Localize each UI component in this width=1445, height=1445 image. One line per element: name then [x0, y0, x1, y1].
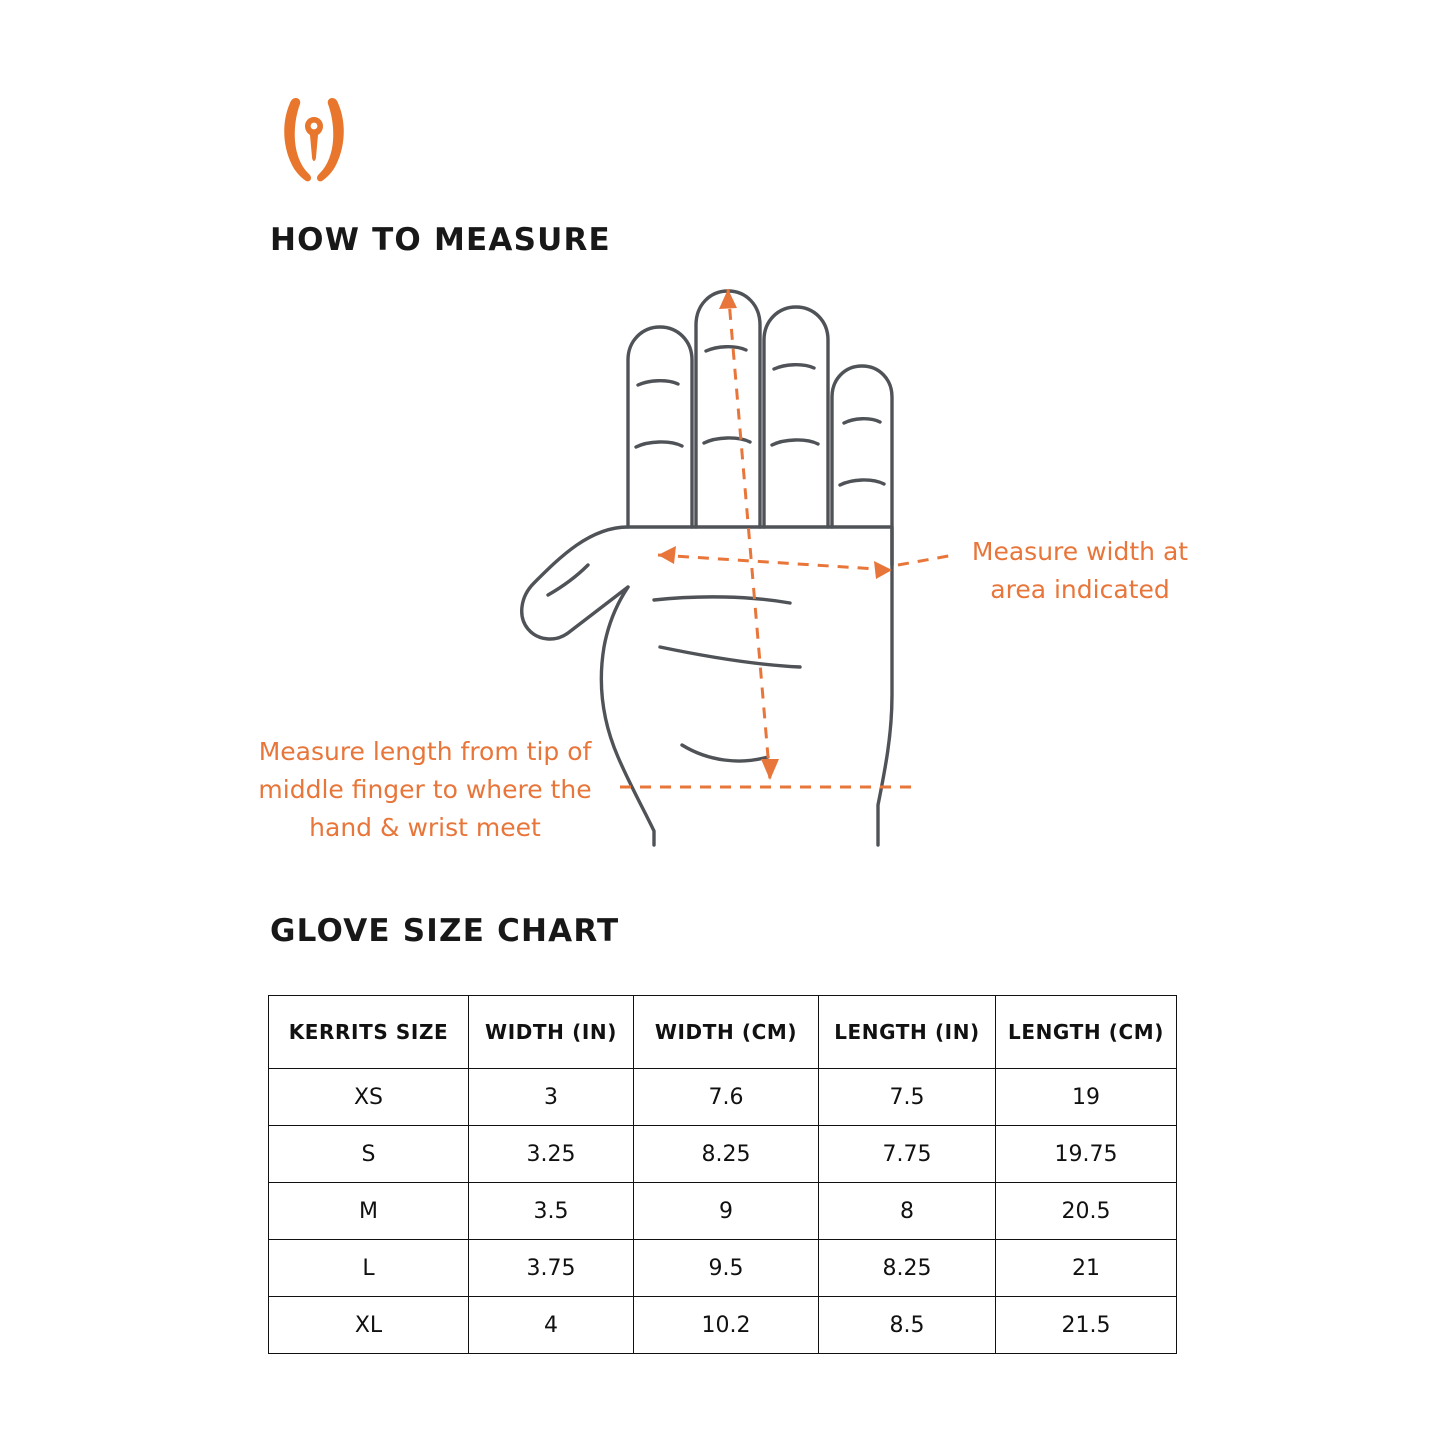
cell-size: XL: [269, 1297, 469, 1354]
table-header-row: [269, 996, 1177, 1069]
cell-length-cm: 20.5: [996, 1183, 1177, 1240]
table-row: [269, 1069, 1177, 1126]
table-row: [269, 1183, 1177, 1240]
cell-width-cm: 7.6: [634, 1069, 819, 1126]
cell-length-cm: 21.5: [996, 1297, 1177, 1354]
cell-length-cm: 19: [996, 1069, 1177, 1126]
cell-size: L: [269, 1240, 469, 1297]
cell-width-in: 3.75: [469, 1240, 634, 1297]
column-header-length-in: LENGTH (IN): [819, 996, 996, 1069]
page-title-glove-size-chart: GLOVE SIZE CHART: [270, 913, 620, 949]
glove-size-table-wrap: [268, 995, 1176, 1354]
cell-width-in: 4: [469, 1297, 634, 1354]
table-row: [269, 1126, 1177, 1183]
cell-length-in: 8: [819, 1183, 996, 1240]
horseshoe-logo: [268, 95, 360, 187]
column-header-length-cm: LENGTH (CM): [996, 996, 1177, 1069]
callout-measure-length: Measure length from tip of middle finger to where the hand & wrist meet: [258, 737, 592, 842]
cell-length-in: 7.5: [819, 1069, 996, 1126]
cell-length-cm: 19.75: [996, 1126, 1177, 1183]
cell-size: XS: [269, 1069, 469, 1126]
cell-width-cm: 10.2: [634, 1297, 819, 1354]
cell-length-in: 7.75: [819, 1126, 996, 1183]
cell-width-cm: 9: [634, 1183, 819, 1240]
cell-width-in: 3.25: [469, 1126, 634, 1183]
cell-size: M: [269, 1183, 469, 1240]
cell-width-cm: 8.25: [634, 1126, 819, 1183]
cell-width-in: 3: [469, 1069, 634, 1126]
column-header-width-cm: WIDTH (CM): [634, 996, 819, 1069]
table-row: [269, 1297, 1177, 1354]
callout-measure-width: Measure width at area indicated: [971, 537, 1189, 604]
cell-size: S: [269, 1126, 469, 1183]
column-header-kerrits-size: KERRITS SIZE: [269, 996, 469, 1069]
column-header-width-in: WIDTH (IN): [469, 996, 634, 1069]
table-row: [269, 1240, 1177, 1297]
cell-width-in: 3.5: [469, 1183, 634, 1240]
glove-size-table: [268, 995, 1177, 1354]
cell-length-in: 8.25: [819, 1240, 996, 1297]
cell-length-cm: 21: [996, 1240, 1177, 1297]
cell-width-cm: 9.5: [634, 1240, 819, 1297]
page-title-how-to-measure: HOW TO MEASURE: [270, 222, 611, 258]
cell-length-in: 8.5: [819, 1297, 996, 1354]
